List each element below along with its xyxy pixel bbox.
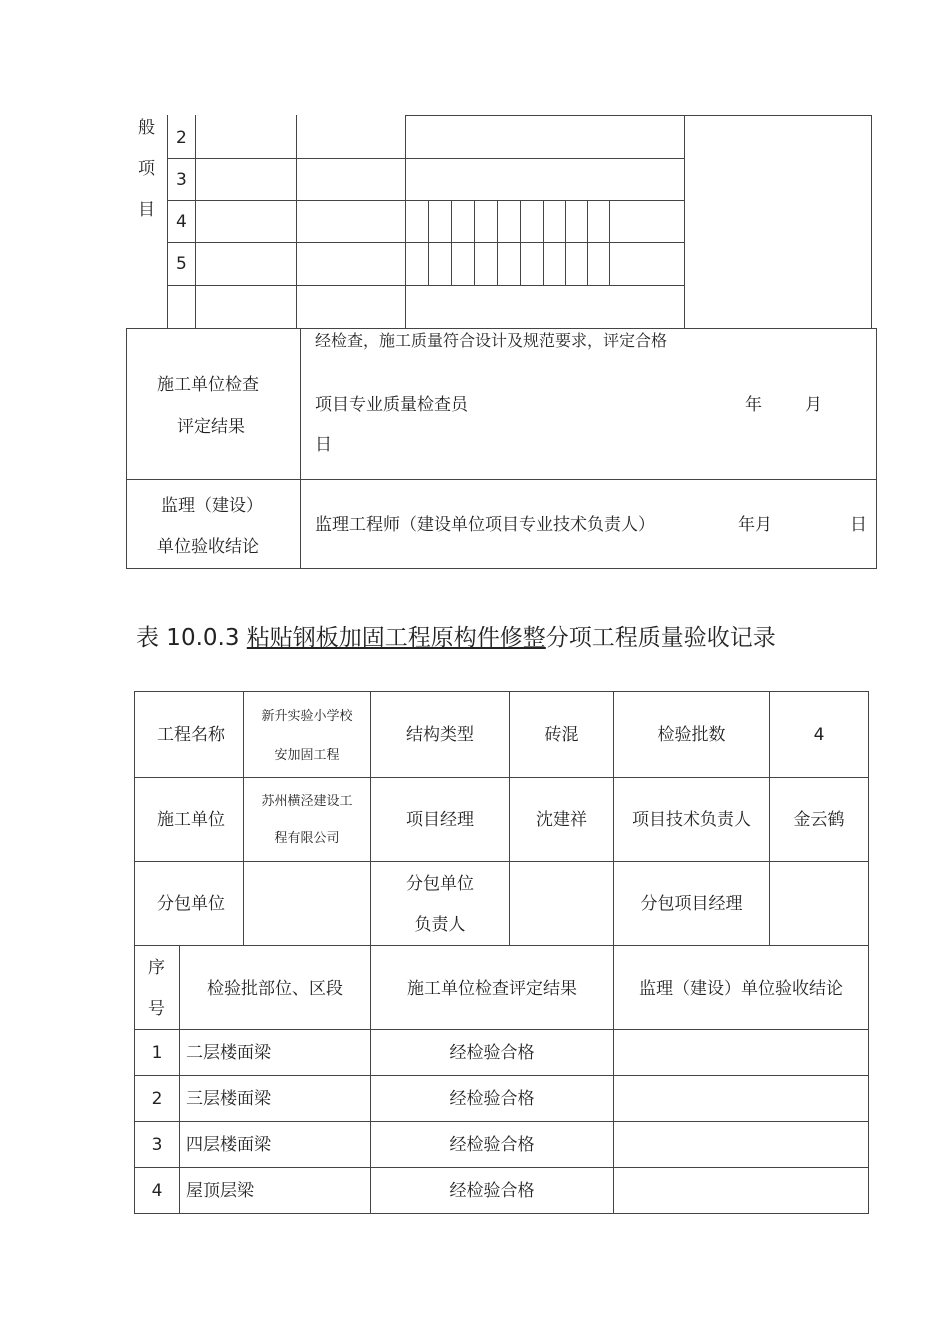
batch-count-value: 4 [813, 725, 825, 745]
construction-result-header: 施工单位检查评定结果 [407, 979, 577, 999]
subcontractor-label: 分包单位 [157, 894, 225, 914]
row-location: 屋顶层梁 [186, 1181, 254, 1201]
sub-pm-label: 分包项目经理 [640, 894, 743, 914]
project-name-value: 新升实验小学校 [261, 709, 353, 724]
contractor-label: 施工单位 [157, 810, 225, 830]
contractor-value: 程有限公司 [274, 831, 340, 846]
table-title-underlined: 粘贴钢板加固工程原构件修整 [246, 625, 546, 651]
table-title-prefix: 表 10.0.3 [136, 625, 247, 651]
section-char: 般 [138, 118, 155, 138]
tech-lead-label: 项目技术负责人 [632, 810, 751, 830]
construction-eval-label: 施工单位检查 [157, 375, 259, 395]
supervision-label: 监理（建设） [161, 496, 263, 516]
row-location: 四层楼面梁 [186, 1135, 271, 1155]
project-name-value: 安加固工程 [274, 748, 340, 763]
row-result: 经检验合格 [449, 1181, 535, 1201]
section-char: 目 [138, 200, 155, 220]
sub-lead-label: 负责人 [414, 915, 466, 935]
tech-lead-value: 金云鹤 [793, 810, 845, 830]
supervision-label: 单位验收结论 [157, 537, 259, 557]
row-no: 3 [151, 1135, 163, 1155]
row-result: 经检验合格 [449, 1089, 535, 1109]
day-label: 日 [850, 515, 867, 535]
inspector-label: 项目专业质量检查员 [315, 395, 468, 415]
row-location: 三层楼面梁 [186, 1089, 271, 1109]
row-no: 2 [151, 1089, 163, 1109]
project-manager-value: 沈建祥 [536, 810, 587, 830]
year-month-label: 年月 [738, 515, 772, 535]
year-label: 年 [745, 395, 762, 415]
structure-type-value: 砖混 [544, 725, 579, 745]
batch-count-label: 检验批数 [657, 725, 726, 745]
contractor-value: 苏州横泾建设工 [261, 794, 353, 809]
row-result: 经检验合格 [449, 1043, 535, 1063]
row-location: 二层楼面梁 [186, 1043, 271, 1063]
seq-header: 号 [148, 999, 165, 1019]
construction-conclusion: 经检查，施工质量符合设计及规范要求，评定合格 [315, 331, 668, 350]
project-manager-label: 项目经理 [406, 810, 474, 830]
row-number: 3 [176, 170, 187, 190]
month-label: 月 [805, 395, 822, 415]
row-no: 4 [151, 1181, 163, 1201]
project-name-label: 工程名称 [157, 725, 225, 745]
structure-type-label: 结构类型 [406, 725, 474, 745]
table-title-suffix: 分项工程质量验收记录 [545, 625, 776, 651]
row-number: 4 [176, 212, 187, 232]
construction-eval-label: 评定结果 [177, 417, 245, 437]
row-number: 5 [176, 254, 187, 274]
row-no: 1 [151, 1043, 163, 1063]
seq-header: 序 [148, 958, 165, 978]
sub-lead-label: 分包单位 [406, 874, 474, 894]
section-char: 项 [138, 159, 155, 179]
day-label: 日 [315, 435, 332, 455]
supervision-result-header: 监理（建设）单位验收结论 [639, 979, 843, 999]
table-title [136, 622, 776, 654]
row-number: 2 [176, 128, 187, 148]
location-header: 检验批部位、区段 [207, 979, 343, 999]
supervising-engineer: 监理工程师（建设单位项目专业技术负责人） [315, 515, 655, 535]
row-result: 经检验合格 [449, 1135, 535, 1155]
